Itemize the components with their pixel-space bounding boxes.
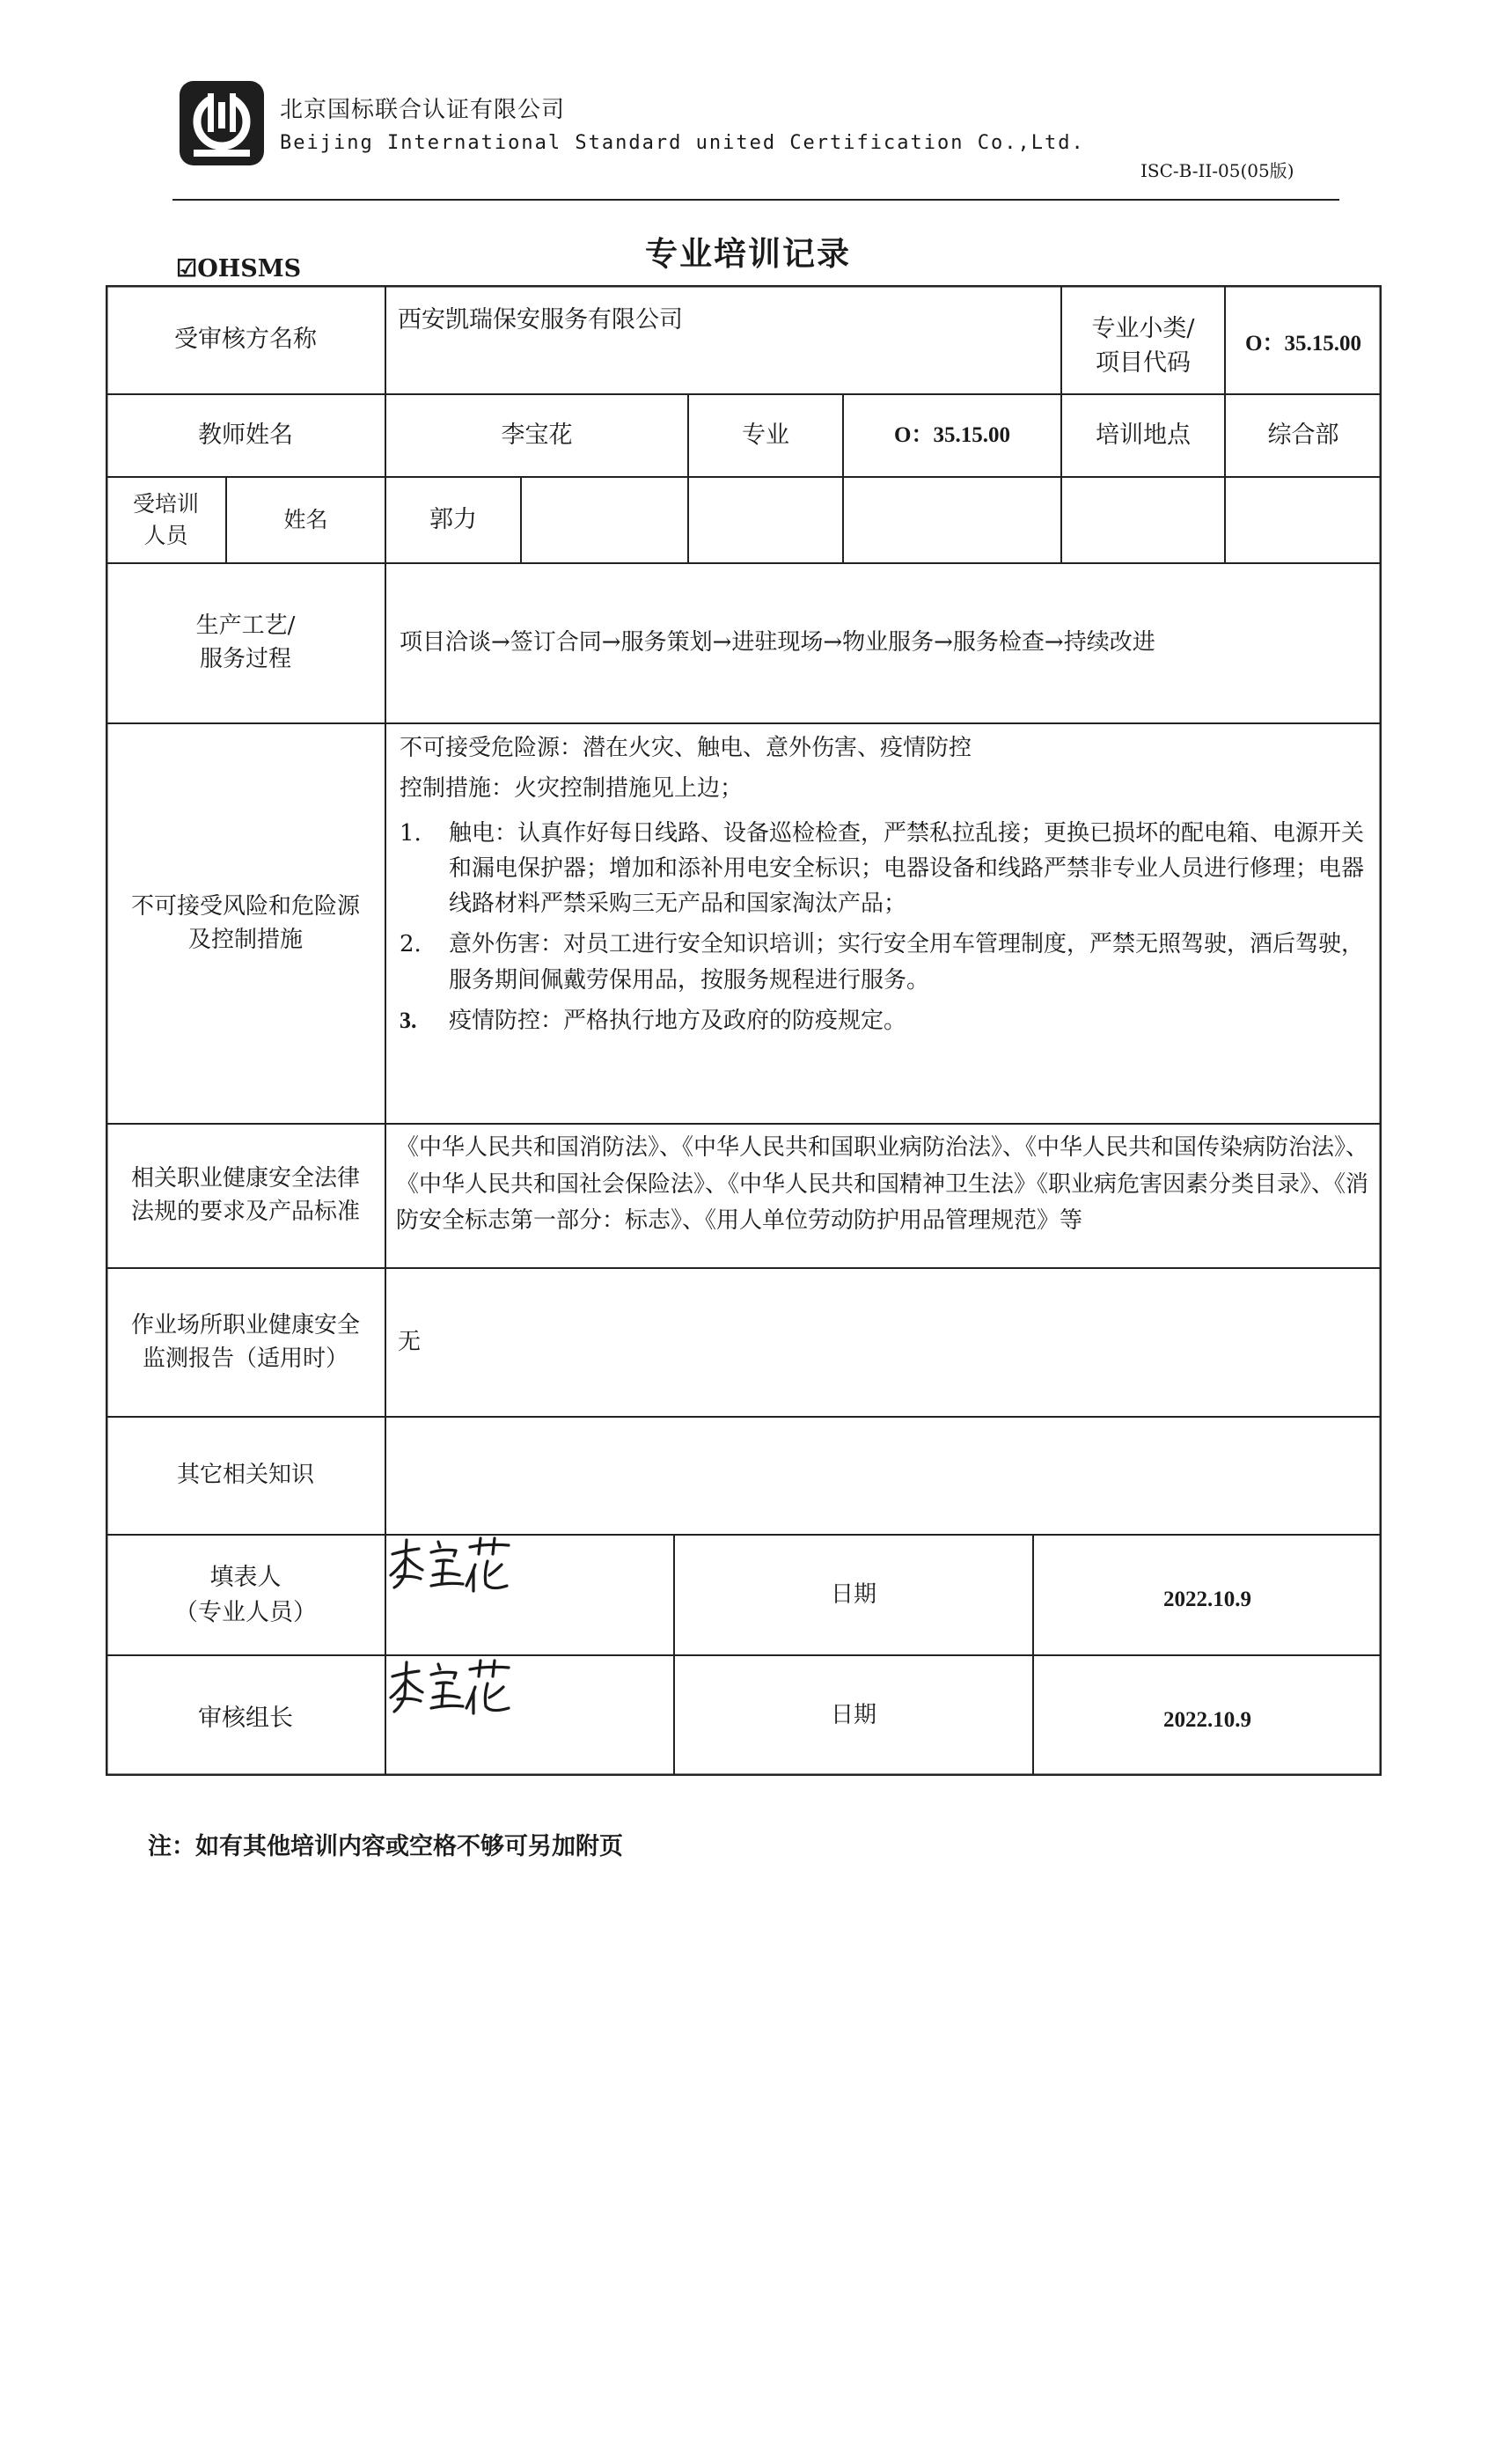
category-label-line-2: 项目代码 <box>1096 349 1191 377</box>
filler-label-line-1: 填表人 <box>209 1564 282 1592</box>
header-divider <box>172 199 1339 201</box>
handwritten-signature <box>385 1655 517 1720</box>
monitor-label-line-2: 监测报告（适用时） <box>142 1345 348 1372</box>
law-value: 《中华人民共和国消防法》、《中华人民共和国职业病防治法》、《中华人民共和国传染病防治法》、《中华人民共和国社会保险法》、《中华人民共和国精神卫生法》《职业病危害因素分类目录》、《消防安全标志第一部分：标志》、《用人单位劳动防护用品管理规范》等 <box>396 1134 1369 1235</box>
monitor-label <box>106 1268 385 1417</box>
category-label <box>1061 285 1225 394</box>
date-value-1: 2022.10.9 <box>1163 1588 1251 1612</box>
location-value: 综合部 <box>1267 422 1339 450</box>
monitor-value: 无 <box>398 1328 422 1355</box>
company-name-cn: 北京国标联合认证有限公司 <box>280 97 566 123</box>
process-label-line-2: 服务过程 <box>199 646 291 672</box>
company-name-en: Beijing International Standard united Certification Co.,Ltd. <box>280 132 1085 154</box>
leader-label: 审核组长 <box>198 1705 293 1732</box>
date-label-2: 日期 <box>830 1701 876 1728</box>
form-code: ISC-B-II-05(05版) <box>1140 160 1294 181</box>
major-label: 专业 <box>742 422 789 450</box>
risk-label-line-2: 及控制措施 <box>187 926 303 953</box>
risk-item-number: 3. <box>400 1008 417 1034</box>
filler-signature <box>385 1535 674 1655</box>
risk-label-line-1: 不可接受风险和危险源 <box>130 892 360 920</box>
company-logo <box>176 77 268 169</box>
category-value: O：35.15.00 <box>1245 331 1361 356</box>
auditee-label: 受审核方名称 <box>174 326 317 354</box>
risk-item-number: 1. <box>400 819 422 847</box>
risk-item-number: 2. <box>400 931 422 958</box>
process-label-line-1: 生产工艺/ <box>195 612 296 640</box>
process-label <box>106 563 385 723</box>
date-label-1: 日期 <box>830 1580 876 1608</box>
filler-label <box>106 1535 385 1655</box>
process-value: 项目洽谈→签订合同→服务策划→进驻现场→物业服务→服务检查→持续改进 <box>400 629 1155 656</box>
risk-control-intro: 控制措施：火灾控制措施见上边； <box>400 775 744 803</box>
footer-note: 注：如有其他培训内容或空格不够可另加附页 <box>148 1833 623 1860</box>
ohsms-checkbox-label: ☑OHSMS <box>176 255 302 282</box>
location-label: 培训地点 <box>1096 422 1191 450</box>
risk-content <box>400 730 1368 1038</box>
law-label-line-2: 法规的要求及产品标准 <box>130 1199 360 1225</box>
teacher-value: 李宝花 <box>501 422 573 450</box>
handwritten-signature <box>385 1535 517 1596</box>
law-label <box>106 1124 385 1268</box>
risk-item <box>400 927 1368 998</box>
risk-item-text: 触电：认真作好每日线路、设备巡检检查，严禁私拉乱接；更换已损坏的配电箱、电源开关和漏电保护器；增加和添补用电安全标识；电器设备和线路严禁非专业人员进行修理；电器线路材料严禁采购三无产品和国家淘汰产品； <box>449 819 1365 918</box>
auditee-value: 西安凯瑞保安服务有限公司 <box>398 306 683 334</box>
training-record-table <box>106 285 1382 1776</box>
trainee-label <box>106 477 226 563</box>
date-value-2: 2022.10.9 <box>1163 1708 1251 1733</box>
leader-signature <box>385 1655 674 1776</box>
risk-hazards: 不可接受危险源：潜在火灾、触电、意外伤害、疫情防控 <box>400 735 972 761</box>
law-label-line-1: 相关职业健康安全法律 <box>130 1165 360 1192</box>
major-value: O：35.15.00 <box>894 422 1010 447</box>
document-title: 专业培训记录 <box>645 234 851 273</box>
other-label: 其它相关知识 <box>176 1462 314 1489</box>
risk-item <box>400 816 1368 922</box>
risk-item-text: 意外伤害：对员工进行安全知识培训；实行安全用车管理制度，严禁无照驾驶，酒后驾驶，服务期间佩戴劳保用品，按服务规程进行服务。 <box>449 931 1365 994</box>
other-value <box>385 1417 1382 1535</box>
monitor-label-line-1: 作业场所职业健康安全 <box>130 1311 360 1338</box>
name-label: 姓名 <box>283 506 328 532</box>
risk-label <box>106 723 385 1124</box>
risk-item-text: 疫情防控：严格执行地方及政府的防疫规定。 <box>449 1008 907 1035</box>
category-label-line-1: 专业小类/ <box>1091 314 1195 342</box>
trainee-label-line-1: 受培训 <box>132 490 199 517</box>
trainee-label-line-2: 人员 <box>143 523 188 548</box>
teacher-label: 教师姓名 <box>198 422 293 450</box>
risk-item <box>400 1003 1368 1038</box>
trainee-name: 郭力 <box>429 506 477 534</box>
filler-label-line-2: （专业人员） <box>174 1598 317 1626</box>
